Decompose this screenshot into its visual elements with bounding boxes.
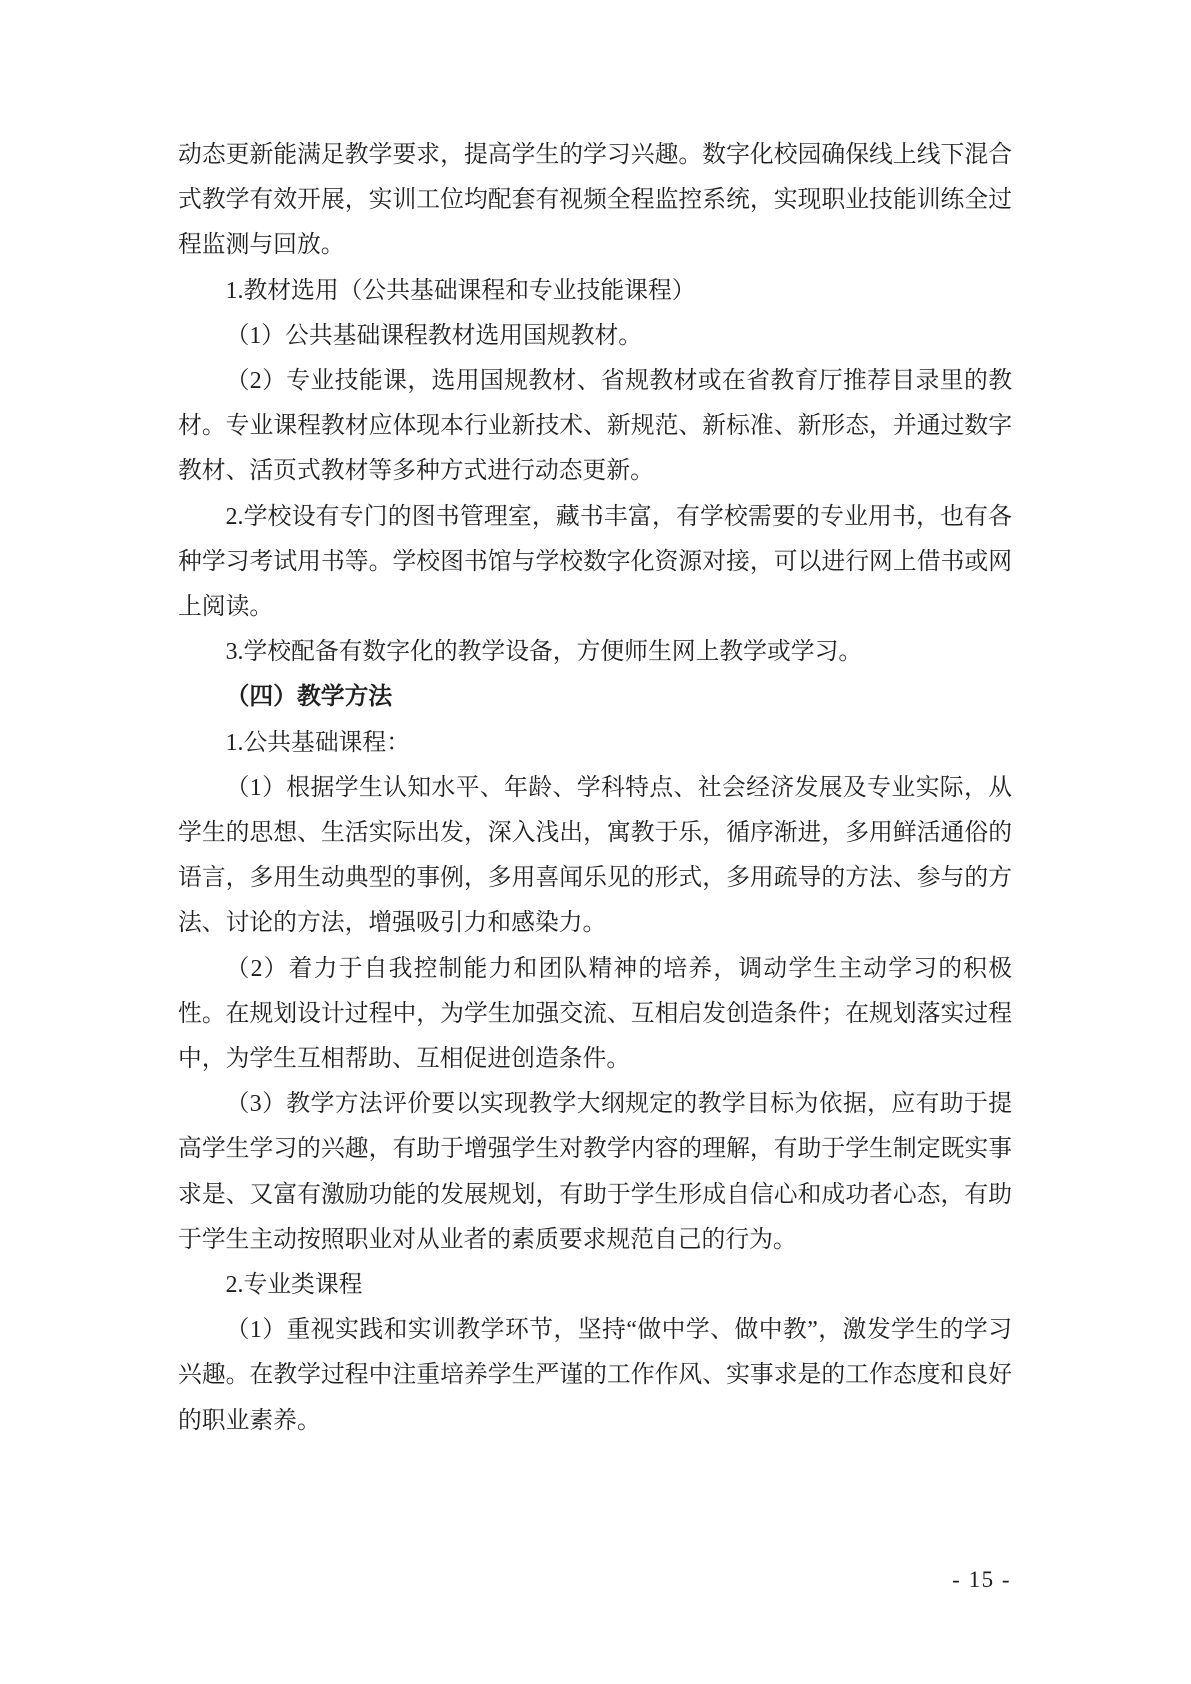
paragraph: （1）根据学生认知水平、年龄、学科特点、社会经济发展及专业实际，从学生的思想、生活实际出发，深入浅出，寓教于乐，循序渐进，多用鲜活通俗的语言，多用生动典型的事例，多用喜闻乐见的形式，多用疏导的方法、参与的方法、讨论的方法，增强吸引力和感染力。 bbox=[178, 774, 1012, 937]
paragraph: 动态更新能满足教学要求，提高学生的学习兴趣。数字化校园确保线上线下混合式教学有效开展，实训工位均配套有视频全程监控系统，实现职业技能训练全过程监测与回放。 bbox=[178, 142, 1012, 259]
document-body bbox=[178, 133, 1012, 1444]
paragraph: （1）重视实践和实训教学环节，坚持“做中学、做中教”，激发学生的学习兴趣。在教学过程中注重培养学生严谨的工作作风、实事求是的工作态度和良好的职业素养。 bbox=[178, 1317, 1012, 1434]
paragraph: （2）专业技能课，选用国规教材、省规教材或在省教育厅推荐目录里的教材。专业课程教材应体现本行业新技术、新规范、新标准、新形态，并通过数字教材、活页式教材等多种方式进行动态更新。 bbox=[178, 368, 1012, 485]
paragraph: 3.学校配备有数字化的教学设备，方便师生网上教学或学习。 bbox=[225, 639, 863, 666]
paragraph: （3）教学方法评价要以实现教学大纲规定的教学目标为依据，应有助于提高学生学习的兴趣，有助于增强学生对教学内容的理解，有助于学生制定既实事求是、又富有激励功能的发展规划，有助于学生形成自信心和成功者心态，有助于学生主动按照职业对从业者的素质要求规范自己的行为。 bbox=[178, 1091, 1012, 1253]
section-heading: （四）教学方法 bbox=[225, 684, 393, 711]
paragraph: 2.专业类课程 bbox=[225, 1272, 363, 1299]
paragraph: 2.学校设有专门的图书管理室，藏书丰富，有学校需要的专业用书，也有各种学习考试用书等。学校图书馆与学校数字化资源对接，可以进行网上借书或网上阅读。 bbox=[178, 503, 1012, 621]
page-number: - 15 - bbox=[952, 1567, 1011, 1592]
paragraph: （2）着力于自我控制能力和团队精神的培养，调动学生主动学习的积极性。在规划设计过程中，为学生加强交流、互相启发创造条件；在规划落实过程中，为学生互相帮助、互相促进创造条件。 bbox=[178, 955, 1012, 1073]
paragraph: 1.教材选用（公共基础课程和专业技能课程） bbox=[225, 277, 696, 304]
paragraph: （1）公共基础课程教材选用国规教材。 bbox=[225, 322, 643, 349]
paragraph: 1.公共基础课程： bbox=[225, 729, 411, 756]
